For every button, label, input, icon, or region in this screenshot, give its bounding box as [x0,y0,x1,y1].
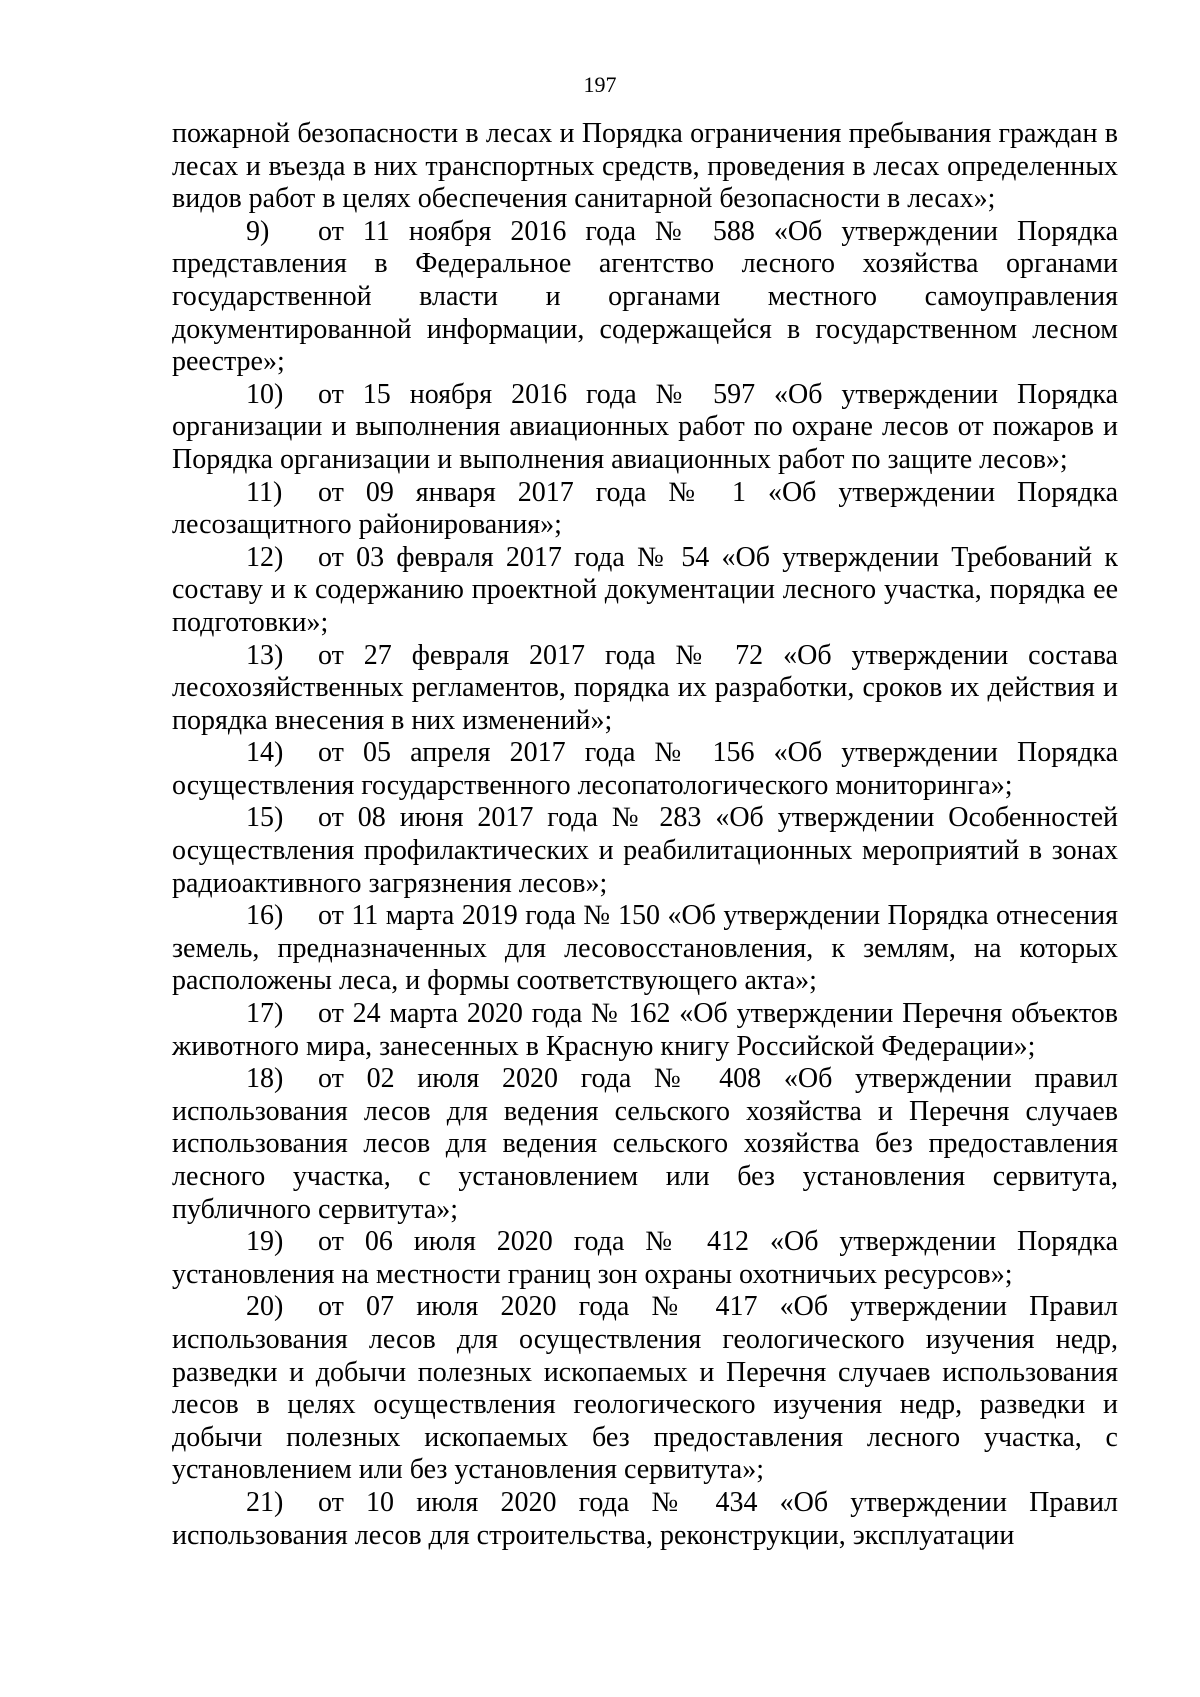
list-item [172,802,1118,900]
list-item-text: от 05 апреля 2017 года № 156 «Об утверждении Порядка осуществления государственного лесопатологического мониторинга»; [172,737,1118,801]
list-item-text: от 08 июня 2017 года № 283 «Об утверждении Особенностей осуществления профилактических и реабилитационных мероприятий в зонах радиоактивного загрязнения лесов»; [172,802,1118,899]
list-item-number: 12) [246,541,284,573]
list-item-number: 13) [246,639,284,671]
list-item [172,1063,1118,1226]
list-item [172,379,1118,477]
list-item-text: от 09 января 2017 года № 1 «Об утверждении Порядка лесозащитного районирования»; [172,476,1118,541]
list-item-number: 11) [246,476,283,508]
list-item [172,542,1118,640]
list-item-text: от 11 ноября 2016 года № 588 «Об утверждении Порядка представления в Федеральное агентство лесного хозяйства органами государственной власти и органами местного самоуправления документированной информации, содержащейся в государственном лесном реестре»; [172,215,1118,378]
list-item-text: от 06 июля 2020 года № 412 «Об утверждении Порядка установления на местности границ зон охраны охотничьих ресурсов»; [172,1226,1118,1290]
list-item-number: 16) [246,900,284,932]
list-item-text: от 10 июля 2020 года № 434 «Об утверждении Правил использования лесов для строительства, реконструкции, эксплуатации [172,1486,1118,1551]
list-item-number: 18) [246,1063,284,1095]
list-item [172,900,1118,998]
list-item [172,477,1118,542]
list-item [172,1487,1118,1552]
list-item-text: от 07 июля 2020 года № 417 «Об утверждении Правил использования лесов для осуществления геологического изучения недр, разведки и добычи полезных ископаемых и Перечня случаев использования лесов в целях осуществления геологического изучения недр, разведки и добычи полезных ископаемых без предоставления лесного участка, с установлением или без установления сервитута»; [172,1291,1118,1486]
list-item [172,998,1118,1063]
list-item-text: от 24 марта 2020 года № 162 «Об утверждении Перечня объектов животного мира, занесенных в Красную книгу Российской Федерации»; [172,998,1118,1062]
list-item-text: от 27 февраля 2017 года № 72 «Об утверждении состава лесохозяйственных регламентов, порядка их разработки, сроков их действия и порядка внесения в них изменений»; [172,639,1118,736]
list-item-number: 21) [246,1486,284,1518]
list-item [172,1226,1118,1291]
list-item-text: от 11 марта 2019 года № 150 «Об утверждении Порядка отнесения земель, предназначенных для лесовосстановления, к землям, на которых расположены леса, и формы соответствующего акта»; [172,900,1118,997]
document-body [172,118,1118,1552]
list-item-number: 14) [246,737,284,769]
list-item [172,216,1118,379]
list-item-number: 17) [246,998,284,1030]
list-item [172,1291,1118,1487]
list-item-number: 9) [246,215,270,247]
list-item-number: 20) [246,1291,284,1323]
list-item-text: от 02 июля 2020 года № 408 «Об утверждении правил использования лесов для ведения сельского хозяйства и Перечня случаев использования лесов для ведения сельского хозяйства без предоставления лесного участка, с установлением или без установления сервитута, публичного сервитута»; [172,1063,1118,1225]
list-item [172,737,1118,802]
list-item-number: 10) [246,378,284,410]
page-number: 197 [583,72,617,97]
continuation-paragraph: пожарной безопасности в лесах и Порядка ограничения пребывания граждан в лесах и въезда в них транспортных средств, проведения в лесах определенных видов работ в целях обеспечения санитарной безопасности в лесах»; [172,118,1118,215]
list-item-text: от 03 февраля 2017 года № 54 «Об утверждении Требований к составу и к содержанию проектной документации лесного участка, порядка ее подготовки»; [172,541,1118,638]
list-item [172,640,1118,738]
list-item-number: 15) [246,802,284,834]
list-item-number: 19) [246,1226,284,1258]
list-item-text: от 15 ноября 2016 года № 597 «Об утверждении Порядка организации и выполнения авиационных работ по охране лесов от пожаров и Порядка организации и выполнения авиационных работ по защите лесов»; [172,378,1118,475]
